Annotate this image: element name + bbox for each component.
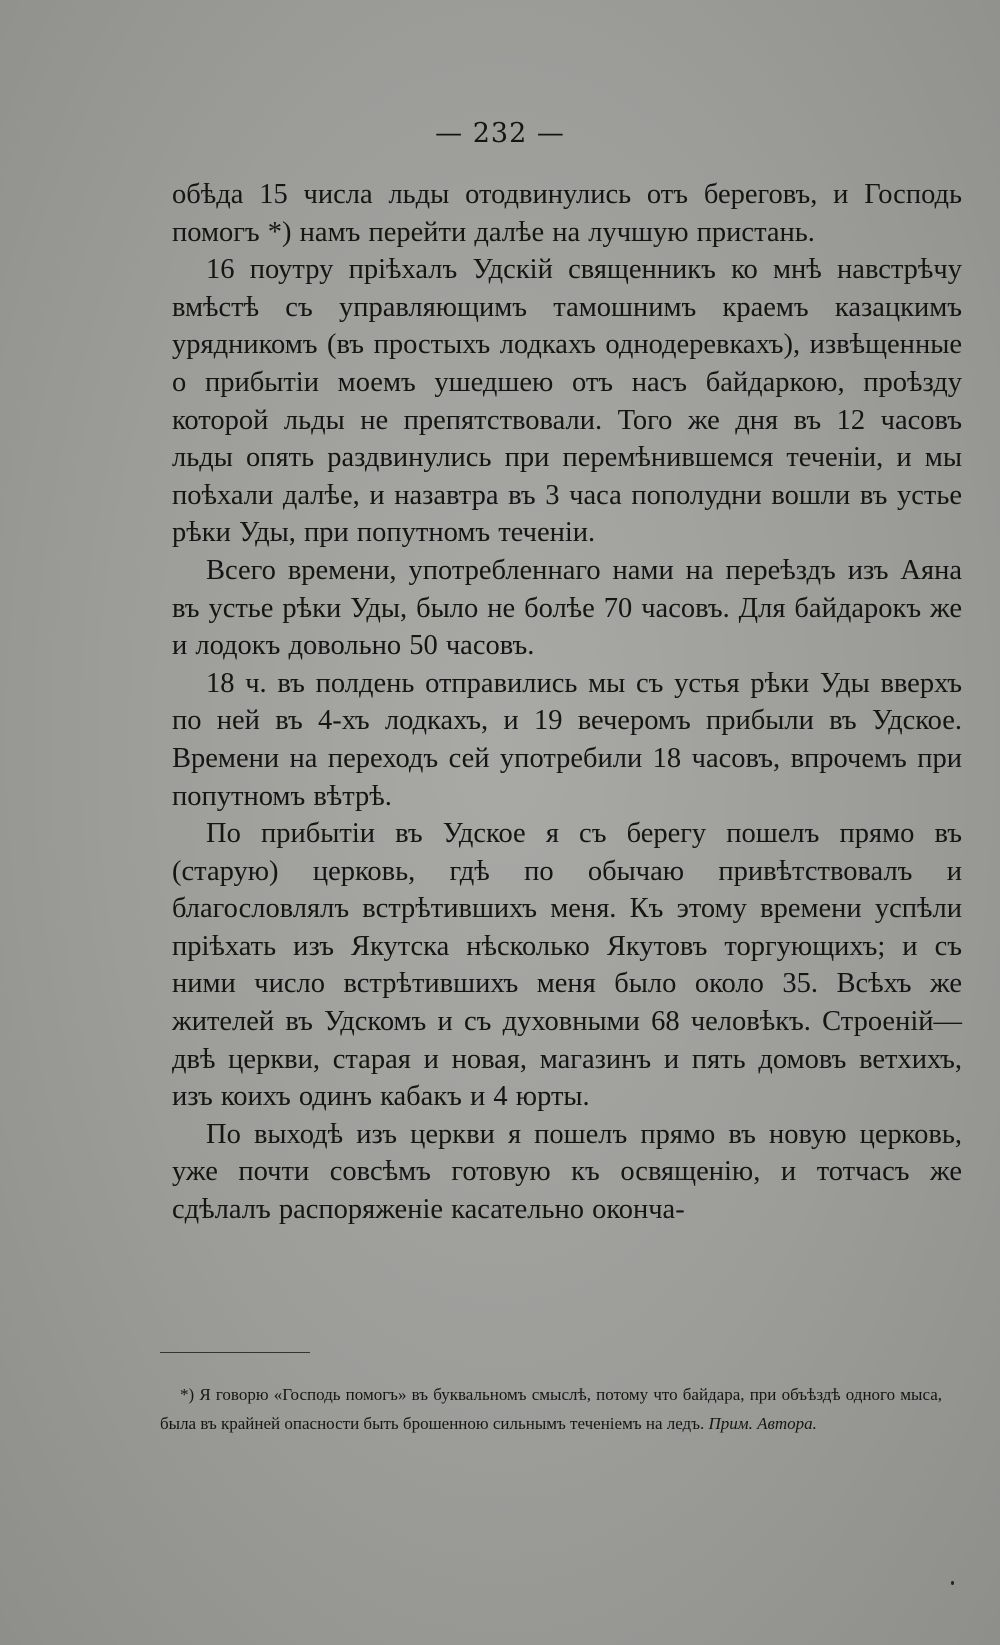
print-speck xyxy=(951,1581,954,1585)
paragraph-3: Всего времени, употребленнаго нами на переѣздъ изъ Аяна въ устье рѣки Уды, было не болѣе 70 часовъ. Для байдарокъ же и лодокъ довольно 50 часовъ. xyxy=(172,554,962,662)
paragraph-2: 16 поутру пріѣхалъ Удскій священникъ ко мнѣ навстрѣчу вмѣстѣ съ управляющимъ тамошнимъ краемъ казацкимъ урядникомъ (въ простыхъ лодкахъ однодеревкахъ), извѣщенные о прибытіи моемъ ушедшею отъ насъ байдаркою, проѣзду которой льды не препятствовали. Того же дня въ 12 часовъ льды опять раздвинулись при перемѣнившемся теченіи, и мы поѣхали далѣе, и назавтра въ 3 часа пополудни вошли въ устье рѣки Уды, при попутномъ теченіи. xyxy=(172,254,962,549)
footnote-divider xyxy=(160,1352,310,1353)
paragraph-6: По выходѣ изъ церкви я пошелъ прямо въ новую церковь, уже почти совсѣмъ готовую къ освященію, и тотчасъ же сдѣлалъ распоряженіе касательно оконча- xyxy=(172,1118,962,1226)
page-number: — 232 — xyxy=(435,118,565,149)
main-text xyxy=(172,176,962,1229)
footnote-attribution: Прим. Автора. xyxy=(708,1414,817,1433)
footnote xyxy=(160,1380,942,1438)
paragraph-4: 18 ч. въ полдень отправились мы съ устья рѣки Уды вверхъ по ней въ 4-хъ лодкахъ, и 19 вечеромъ прибыли въ Удское. Времени на переходъ сей употребили 18 часовъ, впрочемъ при попутномъ вѣтрѣ. xyxy=(172,667,962,812)
paragraph-1: обѣда 15 числа льды отодвинулись отъ береговъ, и Господь помогъ *) намъ перейти далѣе на лучшую пристань. xyxy=(172,179,962,248)
footnote-text: *) Я говорю «Господь помогъ» въ буквальномъ смыслѣ, потому что байдара, при объѣздѣ одного мыса, была въ крайней опасности быть брошенною сильнымъ теченіемъ на ледъ. xyxy=(160,1385,942,1433)
paragraph-5: По прибытіи въ Удское я съ берегу пошелъ прямо въ (старую) церковь, гдѣ по обычаю привѣтствовалъ и благословлялъ встрѣтившихъ меня. Къ этому времени успѣли пріѣхать изъ Якутска нѣсколько Якутовъ торгующихъ; и съ ними число встрѣтившихъ меня было около 35. Всѣхъ же жителей въ Удскомъ и съ духовными 68 человѣкъ. Строеній—двѣ церкви, старая и новая, магазинъ и пять домовъ ветхихъ, изъ коихъ одинъ кабакъ и 4 юрты. xyxy=(172,818,962,1113)
